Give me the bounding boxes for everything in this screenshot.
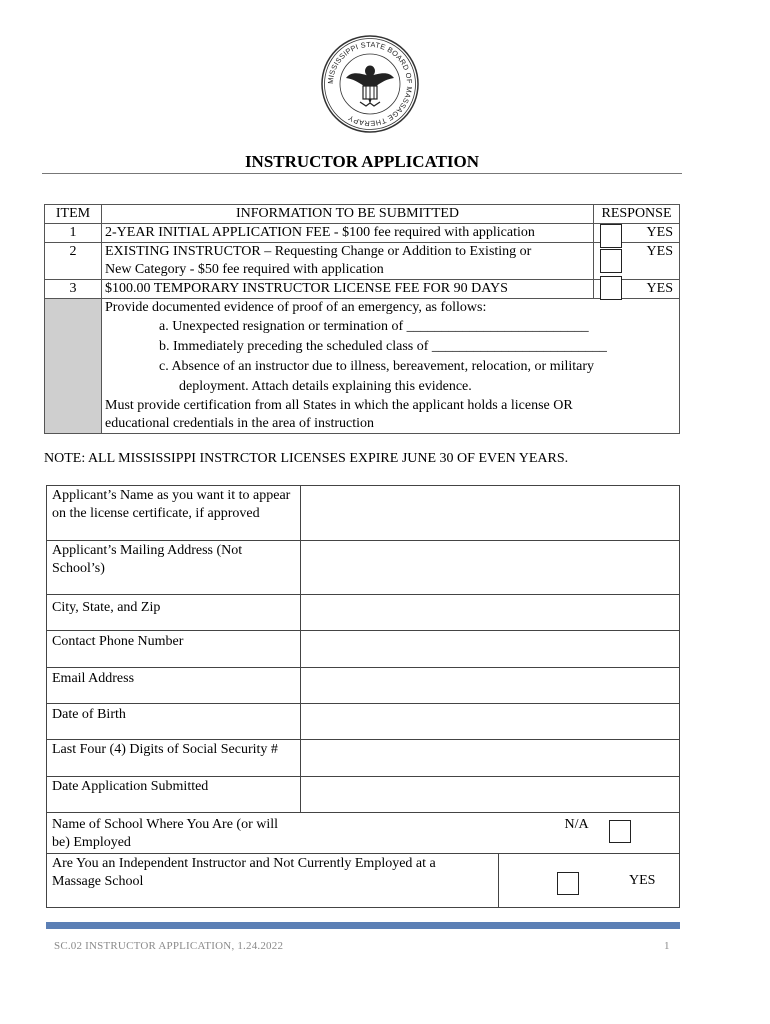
table-row bbox=[45, 280, 680, 299]
contact-phone-field[interactable] bbox=[301, 631, 680, 668]
date-submitted-label: Date Application Submitted bbox=[47, 777, 301, 813]
response-label: YES bbox=[646, 225, 673, 240]
ssn-last-four-label: Last Four (4) Digits of Social Security # bbox=[47, 740, 301, 777]
date-of-birth-label: Date of Birth bbox=[47, 704, 301, 740]
table-row bbox=[47, 668, 680, 704]
independent-instructor-response bbox=[499, 854, 680, 908]
table-row bbox=[47, 541, 680, 595]
svg-text:MISSISSIPPI STATE BOARD OF MAS: MISSISSIPPI STATE BOARD OF MASSAGE THERAPY bbox=[325, 39, 415, 129]
response-cell bbox=[594, 224, 680, 243]
evidence-item-b: b. Immediately preceding the scheduled class of _________________________ bbox=[159, 339, 607, 354]
evidence-item-c-continued: deployment. Attach details explaining this evidence. bbox=[179, 379, 472, 394]
school-na-checkbox[interactable] bbox=[609, 820, 631, 843]
shaded-item-cell bbox=[45, 299, 102, 434]
footer-divider-bar bbox=[46, 922, 680, 929]
evidence-intro: Provide documented evidence of proof of an emergency, as follows: bbox=[105, 300, 487, 315]
item-number: 2 bbox=[45, 243, 102, 280]
school-name-field[interactable] bbox=[301, 813, 680, 854]
form-identifier: SC.02 INSTRUCTOR APPLICATION, 1.24.2022 bbox=[54, 940, 284, 952]
table-row bbox=[47, 486, 680, 541]
table-row bbox=[47, 740, 680, 777]
date-of-birth-field[interactable] bbox=[301, 704, 680, 740]
item-description: 2-YEAR INITIAL APPLICATION FEE - $100 fee required with application bbox=[102, 224, 594, 243]
license-expiration-note: NOTE: ALL MISSISSIPPI INSTRCTOR LICENSES EXPIRE JUNE 30 OF EVEN YEARS. bbox=[44, 451, 569, 466]
independent-yes-label: YES bbox=[629, 873, 656, 888]
item-description bbox=[102, 243, 594, 280]
response-cell bbox=[594, 280, 680, 299]
column-header-response: RESPONSE bbox=[594, 205, 680, 224]
table-row bbox=[47, 854, 680, 908]
response-label: YES bbox=[646, 244, 673, 259]
applicant-name-label: Applicant’s Name as you want it to appear on the license certificate, if approved bbox=[47, 486, 301, 541]
table-row bbox=[45, 299, 680, 434]
table-header-row bbox=[45, 205, 680, 224]
certification-requirement-continued: educational credentials in the area of instruction bbox=[105, 416, 375, 431]
independent-instructor-label: Are You an Independent Instructor and Not Currently Employed at a Massage School bbox=[47, 854, 499, 908]
contact-phone-label: Contact Phone Number bbox=[47, 631, 301, 668]
page-title: INSTRUCTOR APPLICATION bbox=[244, 152, 480, 171]
applicant-information-table bbox=[46, 485, 680, 908]
title-divider bbox=[42, 173, 682, 174]
table-row bbox=[47, 595, 680, 631]
page-number: 1 bbox=[664, 940, 670, 952]
city-state-zip-label: City, State, and Zip bbox=[47, 595, 301, 631]
response-cell bbox=[594, 243, 680, 280]
mailing-address-field[interactable] bbox=[301, 541, 680, 595]
ssn-last-four-field[interactable] bbox=[301, 740, 680, 777]
school-na-label: N/A bbox=[564, 817, 589, 832]
response-label: YES bbox=[646, 281, 673, 296]
submission-items-table bbox=[44, 204, 680, 434]
item-number: 1 bbox=[45, 224, 102, 243]
response-checkbox-item-3[interactable] bbox=[600, 276, 622, 300]
email-address-label: Email Address bbox=[47, 668, 301, 704]
column-header-information: INFORMATION TO BE SUBMITTED bbox=[102, 205, 594, 224]
school-name-label: Name of School Where You Are (or will be) Employed bbox=[47, 813, 301, 854]
board-seal-logo bbox=[320, 34, 420, 134]
mailing-address-label: Applicant’s Mailing Address (Not School’s) bbox=[47, 541, 301, 595]
email-address-field[interactable] bbox=[301, 668, 680, 704]
date-submitted-field[interactable] bbox=[301, 777, 680, 813]
independent-instructor-checkbox[interactable] bbox=[557, 872, 579, 895]
table-row bbox=[45, 224, 680, 243]
column-header-item: ITEM bbox=[45, 205, 102, 224]
applicant-name-field[interactable] bbox=[301, 486, 680, 541]
table-row bbox=[47, 777, 680, 813]
evidence-item-c: c. Absence of an instructor due to illness, bereavement, relocation, or military bbox=[159, 359, 595, 374]
item-description-line: EXISTING INSTRUCTOR – Requesting Change or Addition to Existing or bbox=[105, 244, 532, 259]
item-number: 3 bbox=[45, 280, 102, 299]
response-checkbox-item-2[interactable] bbox=[600, 249, 622, 273]
table-row bbox=[47, 813, 680, 854]
evidence-item-a: a. Unexpected resignation or termination of __________________________ bbox=[159, 319, 589, 334]
item-description-line: New Category - $50 fee required with application bbox=[105, 262, 384, 277]
table-row bbox=[47, 704, 680, 740]
table-row bbox=[47, 631, 680, 668]
city-state-zip-field[interactable] bbox=[301, 595, 680, 631]
table-row bbox=[45, 243, 680, 280]
certification-requirement: Must provide certification from all States in which the applicant holds a license OR bbox=[105, 398, 573, 413]
item-description: $100.00 TEMPORARY INSTRUCTOR LICENSE FEE FOR 90 DAYS bbox=[102, 280, 594, 299]
emergency-evidence-text bbox=[102, 299, 680, 434]
